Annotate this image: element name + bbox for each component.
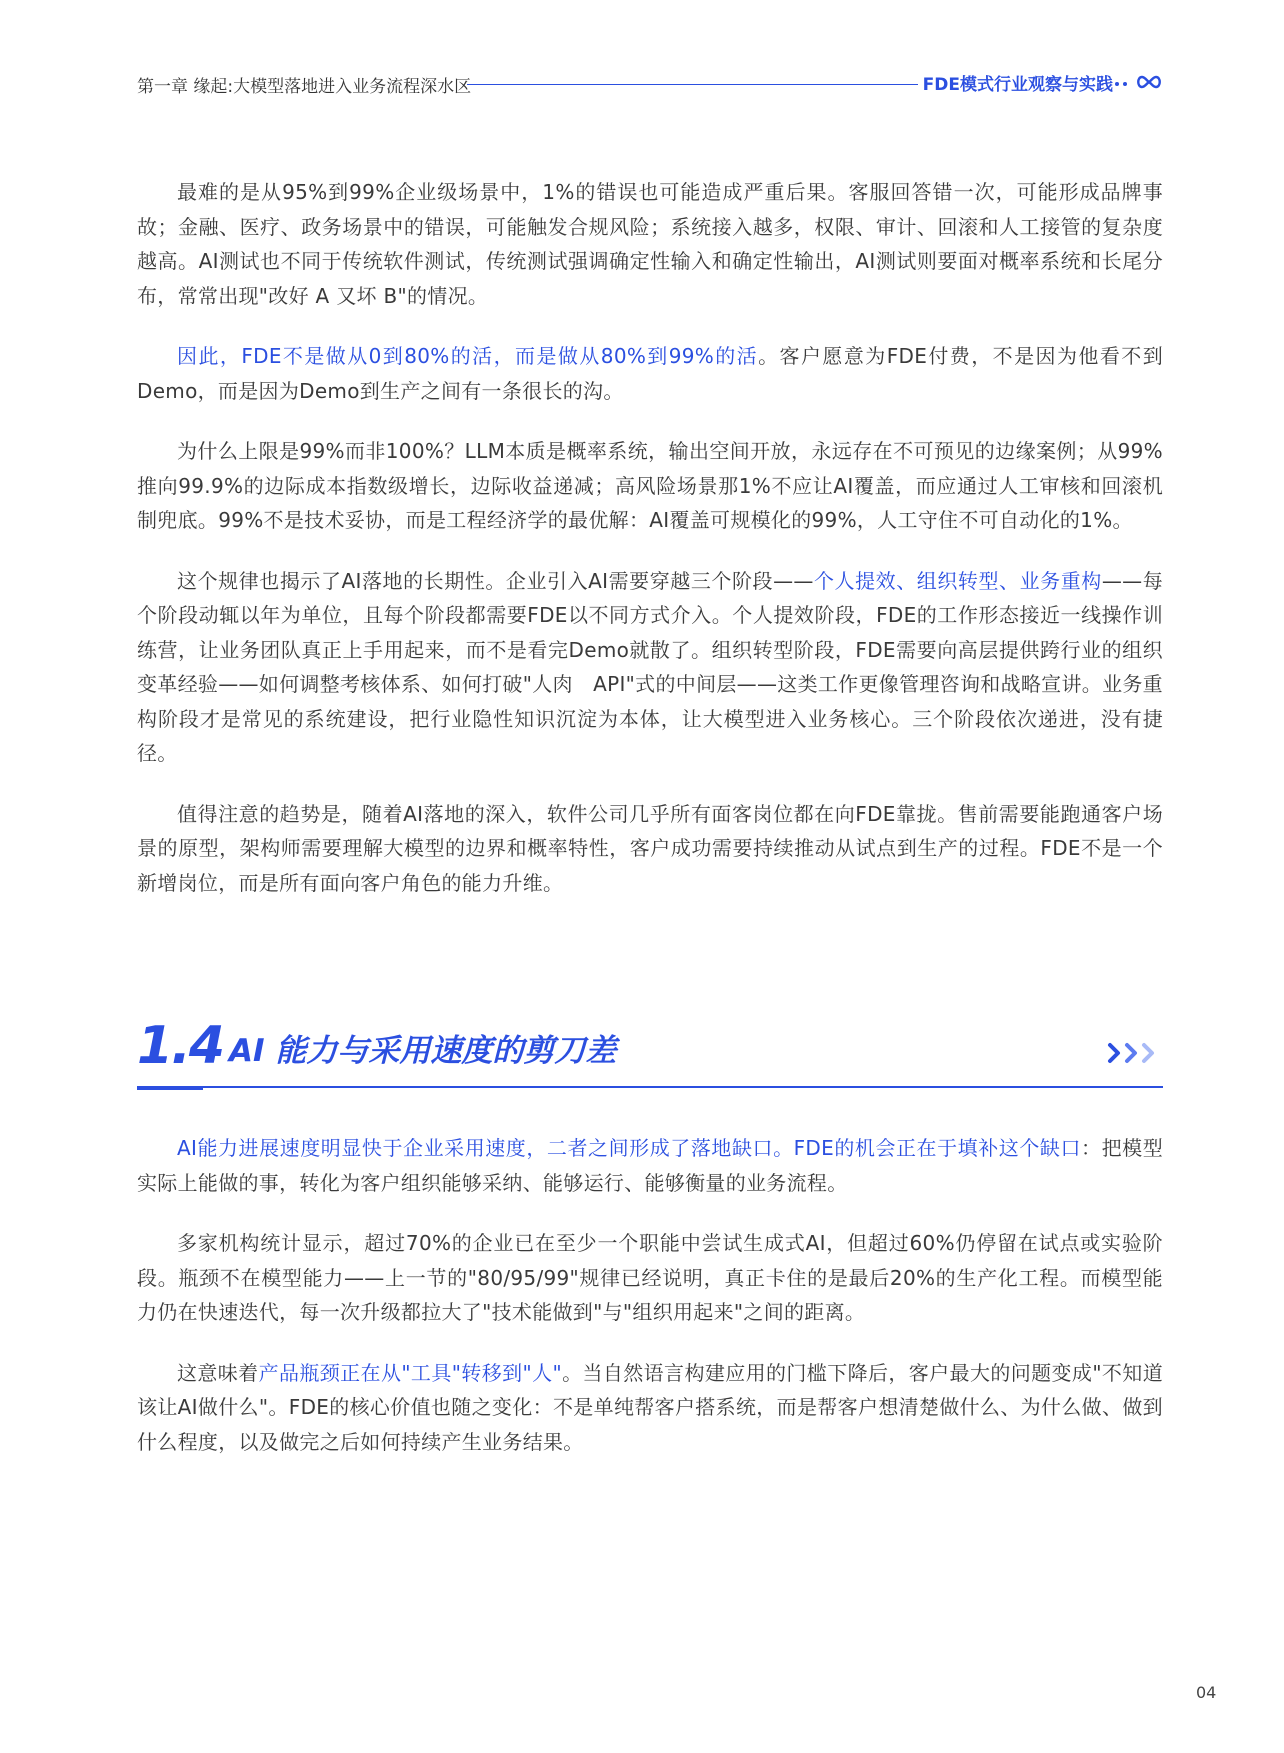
section-title: AI 能力与采用速度的剪刀差 — [229, 1033, 617, 1069]
body-top — [137, 175, 1163, 900]
paragraph: 值得注意的趋势是，随着AI落地的深入，软件公司几乎所有面客岗位都在向FDE靠拢。售前需要能跑通客户场景的原型，架构师需要理解大模型的边界和概率特性，客户成功需要持续推动从试点到生产的过程。FDE不是一个新增岗位，而是所有面向客户角色的能力升维。 — [137, 801, 1163, 895]
paragraph: 因此，FDE不是做从0到80%的活，而是做从80%到99%的活。客户愿意为FDE付费，不是因为他看不到Demo，而是因为Demo到生产之间有一条很长的沟。 — [137, 344, 1163, 403]
infinity-logo-icon — [1135, 74, 1163, 90]
paragraph: 最难的是从95%到99%企业级场景中，1%的错误也可能造成严重后果。客服回答错一次，可能形成品牌事故；金融、医疗、政务场景中的错误，可能触发合规风险；系统接入越多，权限、审计、回滚和人工接管的复杂度越高。AI测试也不同于传统软件测试，传统测试强调确定性输入和确定性输出，AI测试则要面对概率系统和长尾分布，常常出现"改好 A 又坏 B"的情况。 — [137, 180, 1163, 308]
highlight-text: 产品瓶颈正在从"工具"转移到"人" — [258, 1360, 562, 1385]
book-title: FDE模式行业观察与实践 — [922, 75, 1113, 95]
paragraph: 为什么上限是99%而非100%？LLM本质是概率系统，输出空间开放，永远存在不可预见的边缘案例；从99%推向99.9%的边际成本指数级增长，边际收益递减；高风险场景那1%不应让AI覆盖，而应通过人工审核和回滚机制兜底。99%不是技术妥协，而是工程经济学的最优解：AI覆盖可规模化的99%，人工守住不可自动化的1%。 — [137, 439, 1163, 532]
body-bottom — [137, 1131, 1163, 1459]
paragraph: 多家机构统计显示，超过70%的企业已在至少一个职能中尝试生成式AI，但超过60%仍停留在试点或实验阶段。瓶颈不在模型能力——上一节的"80/95/99"规律已经说明，真正卡住的是最后20%的生产化工程。而模型能力仍在快速迭代，每一次升级都拉大了"技术能做到"与"组织用起来"之间的距离。 — [137, 1231, 1163, 1324]
paragraph: AI能力进展速度明显快于企业采用速度，二者之间形成了落地缺口。FDE的机会正在于填补这个缺口：把模型实际上能做的事，转化为客户组织能够采纳、能够运行、能够衡量的业务流程。 — [137, 1136, 1164, 1195]
highlight-text: AI能力进展速度明显快于企业采用速度，二者之间形成了落地缺口。FDE的机会正在于填补这个缺口 — [177, 1136, 1082, 1160]
page-header — [137, 70, 1163, 100]
paragraph: 这意味着产品瓶颈正在从"工具"转移到"人"。当自然语言构建应用的门槛下降后，客户最大的问题变成"不知道该让AI做什么"。FDE的核心价值也随之变化：不是单纯帮客户搭系统，而是帮客户想清楚做什么、为什么做、做到什么程度，以及做完之后如何持续产生业务结果。 — [137, 1360, 1163, 1454]
section-heading — [137, 1018, 1163, 1088]
highlight-text: 因此，FDE不是做从0到80%的活，而是做从80%到99%的活 — [177, 344, 759, 368]
section-accent-bar — [137, 1086, 203, 1090]
page-number: 04 — [1196, 1683, 1217, 1702]
chevron-right-icon — [1107, 1042, 1163, 1064]
paragraph: 这个规律也揭示了AI落地的长期性。企业引入AI需要穿越三个阶段——个人提效、组织转型、业务重构——每个阶段动辄以年为单位，且每个阶段都需要FDE以不同方式介入。个人提效阶段，FDE的工作形态接近一线操作训练营，让业务团队真正上手用起来，而不是看完Demo就散了。组织转型阶段，FDE需要向高层提供跨行业的组织变革经验——如何调整考核体系、如何打破"人肉 API"式的中间层——这类工作更像管理咨询和战略宣讲。业务重构阶段才是常见的系统建设，把行业隐性知识沉淀为本体，让大模型进入业务核心。三个阶段依次递进，没有捷径。 — [137, 568, 1164, 765]
section-number: 1.4 — [137, 1016, 224, 1076]
header-dots-icon — [1115, 82, 1131, 88]
header-rule — [467, 84, 918, 85]
highlight-text: 个人提效、组织转型、业务重构 — [813, 568, 1102, 593]
chapter-title: 第一章 缘起:大模型落地进入业务流程深水区 — [137, 77, 472, 97]
